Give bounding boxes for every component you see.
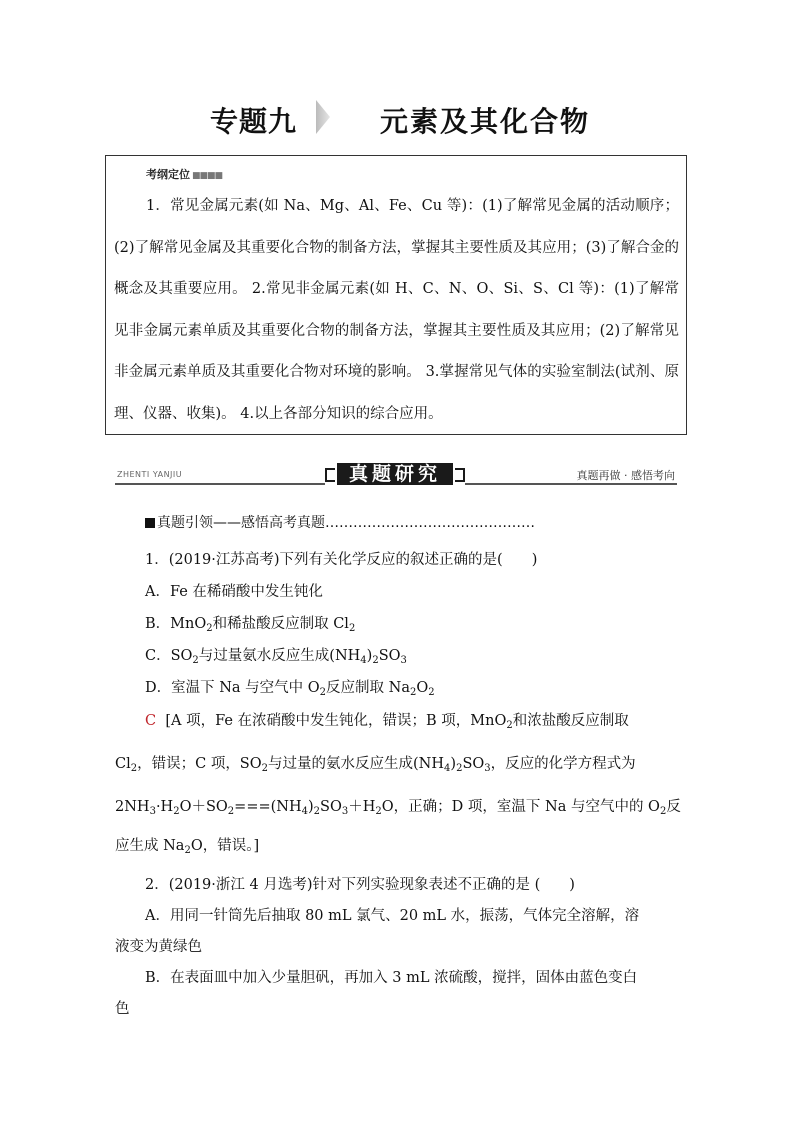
- q1-explanation-line3: $2NH_3\cdot H_2O+SO_2===(NH_4)_2SO_3+H_2O$，正确；D 项，室温下 Na 与空气中的 $O_2$反: [115, 799, 681, 817]
- q2-option-b-line1: B．在表面皿中加入少量胆矾，再加入 3 mL 浓硫酸，搅拌，固体由蓝色变白: [145, 970, 638, 986]
- q2-option-b-line2: 色: [115, 1001, 130, 1017]
- chapter-name: 元素及其化合物: [380, 105, 591, 138]
- q2-option-a-line2: 液变为黄绿色: [115, 939, 202, 955]
- section-banner: [115, 462, 677, 488]
- q1-option-b: B．MnO$_2$和稀盐酸反应制取 $Cl_2$: [145, 616, 356, 634]
- syllabus-label: [146, 166, 222, 182]
- square-bullet-icon: [145, 518, 155, 528]
- q1-explanation-line4: 应生成 $Na_2O$，错误。]: [115, 838, 260, 856]
- syllabus-text: 1．常见金属元素(如 Na、Mg、Al、Fe、Cu 等)：(1)了解常见金属的活动顺序；(2)了解常见金属及其重要化合物的制备方法，掌握其主要性质及其应用；(3)了解合金的概念及其重要应用。 2.常见非金属元素(如 H、C、N、O、Si、S、Cl 等)：(1)了解常见非金属元素单质及其重要化合物的制备方法，掌握其主要性质及其应用；(2)了解常见非金属元素单质及其重要化合物对环境的影响。 3.掌握常见气体的实验室制法(试剂、原理、仪器、收集)。 4.以上各部分知识的综合应用。: [114, 198, 679, 422]
- banner-pinyin: ZHENTI YANJIU: [117, 470, 183, 479]
- q1-explanation-line2: $Cl_2$，错误；C 项，$SO_2$与过量的氨水反应生成$(NH_4)_2SO_3$，反应的化学方程式为: [115, 756, 636, 774]
- section-heading-text: 真题引领——感悟高考真题………………………………………: [157, 515, 535, 531]
- q2-stem: 2．(2019·浙江 4 月选考)针对下列实验现象表述不正确的是 ( ): [145, 877, 575, 893]
- q1-option-a: A．Fe 在稀硝酸中发生钝化: [145, 584, 323, 600]
- q1-stem: 1．(2019·江苏高考)下列有关化学反应的叙述正确的是( ): [145, 552, 538, 568]
- q1-option-c: C．$SO_2$与过量氨水反应生成$(NH_4)_2SO_3$: [145, 648, 407, 666]
- q1-explanation-line1: C [A 项，Fe 在浓硝酸中发生钝化，错误；B 项，MnO$_2$和浓盐酸反应制取: [145, 713, 629, 731]
- q2-option-a-line1: A．用同一针筒先后抽取 80 mL 氯气、20 mL 水，振荡，气体完全溶解，溶: [145, 908, 640, 924]
- q1-option-d: D．室温下 Na 与空气中 $O_2$反应制取 $Na_2O_2$: [145, 680, 435, 698]
- chapter-number: 专题九: [210, 105, 298, 138]
- answer-letter: C: [145, 713, 157, 729]
- banner-subtitle: 真题再做 · 感悟考向: [576, 469, 675, 482]
- chapter-title: [0, 98, 794, 142]
- banner-bracket-right: [455, 468, 465, 482]
- chevron-right-icon: [314, 100, 332, 134]
- banner-title-block: [325, 462, 465, 486]
- syllabus-box: [105, 155, 687, 435]
- section-heading: [145, 512, 535, 532]
- banner-title: 真题研究: [348, 463, 441, 485]
- dots-decoration: ■■■■: [192, 171, 223, 181]
- syllabus-label-text: 考纲定位: [146, 168, 190, 181]
